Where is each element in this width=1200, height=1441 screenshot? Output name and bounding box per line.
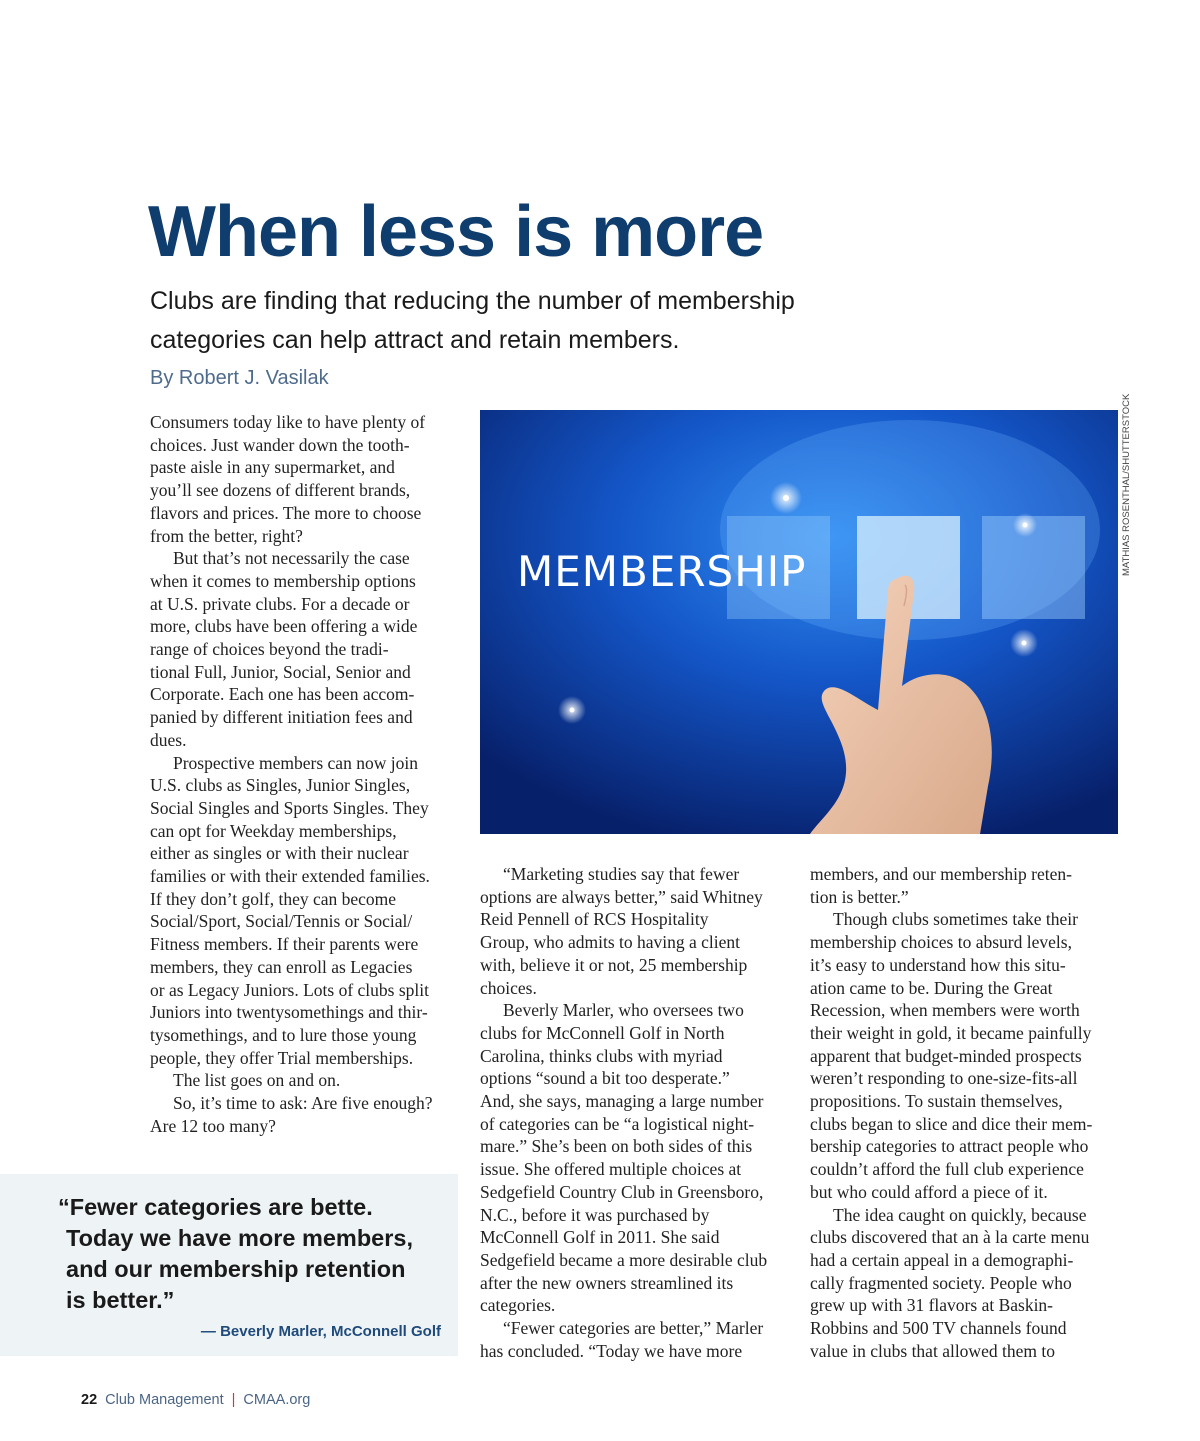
article-deck: Clubs are finding that reducing the number of membership categories can help attract and retain members.: [150, 287, 795, 354]
text-line: tion is better.”: [810, 886, 909, 907]
text-line: cally fragmented society. People who: [810, 1272, 1072, 1293]
text-line: Social Singles and Sports Singles. They: [150, 797, 429, 818]
text-line: Social/Sport, Social/Tennis or Social/: [150, 911, 413, 932]
text-line: So, it’s time to ask: Are five enough?: [173, 1093, 433, 1114]
footer-separator: |: [231, 1392, 236, 1408]
text-line: more, clubs have been offering a wide: [150, 616, 418, 637]
article-headline: When less is more: [148, 192, 764, 272]
text-line: it’s easy to understand how this situ-: [810, 954, 1066, 975]
text-line: McConnell Golf in 2011. She said: [480, 1227, 720, 1248]
text-line: Prospective members can now join: [173, 752, 418, 773]
text-line: from the better, right?: [150, 525, 303, 546]
text-line: “Marketing studies say that fewer: [503, 864, 740, 884]
paragraph: [810, 863, 1125, 908]
text-line: Carolina, thinks clubs with myriad: [480, 1045, 723, 1066]
text-line: with, believe it or not, 25 membership: [480, 954, 748, 975]
body-column-3: [810, 863, 1125, 1362]
body-column-1: [150, 411, 460, 1138]
text-line: Group, who admits to having a client: [480, 932, 741, 953]
text-line: or as Legacy Juniors. Lots of clubs split: [150, 979, 429, 1000]
text-line: members, they can enroll as Legacies: [150, 956, 413, 977]
paragraph: [150, 1069, 460, 1092]
text-line: weren’t responding to one-size-fits-all: [810, 1068, 1078, 1089]
text-line: And, she says, managing a large number: [480, 1091, 764, 1112]
pull-quote-line: is better.”: [66, 1287, 175, 1313]
text-line: can opt for Weekday memberships,: [150, 820, 397, 841]
paragraph: [480, 1317, 795, 1362]
text-line: you’ll see dozens of different brands,: [150, 480, 411, 501]
paragraph: [480, 999, 795, 1317]
text-line: options “sound a bit too desperate.”: [480, 1068, 730, 1089]
text-line: of categories can be “a logistical night-: [480, 1113, 755, 1134]
publication-name: Club Management: [105, 1392, 224, 1408]
text-line: categories.: [480, 1295, 556, 1316]
photo-credit: MATHIAS ROSENTHAL/SHUTTERSTOCK: [1121, 393, 1132, 576]
paragraph: [150, 752, 460, 1070]
text-line: either as singles or with their nuclear: [150, 843, 409, 864]
text-line: grew up with 31 flavors at Baskin-: [810, 1295, 1054, 1316]
text-line: at U.S. private clubs. For a decade or: [150, 593, 410, 614]
text-line: families or with their extended families.: [150, 866, 430, 887]
paragraph: [150, 411, 460, 547]
body-column-2: [480, 863, 795, 1362]
membership-illustration: [480, 410, 1118, 834]
paragraph: [480, 863, 795, 999]
pull-quote-line: “Fewer categories are bette.: [58, 1194, 373, 1220]
page-footer: [81, 1390, 310, 1410]
text-line: clubs began to slice and dice their mem-: [810, 1113, 1093, 1134]
text-line: Sedgefield Country Club in Greensboro,: [480, 1181, 764, 1202]
text-line: when it comes to membership options: [150, 570, 416, 591]
text-line: Juniors into twentysomethings and thir-: [150, 1002, 428, 1023]
text-line: Are 12 too many?: [150, 1115, 276, 1136]
text-line: Robbins and 500 TV channels found: [810, 1318, 1067, 1339]
text-line: has concluded. “Today we have more: [480, 1340, 743, 1361]
text-line: tional Full, Junior, Social, Senior and: [150, 661, 411, 682]
text-line: tysomethings, and to lure those young: [150, 1024, 417, 1045]
pull-quote: [0, 1174, 458, 1356]
text-line: N.C., before it was purchased by: [480, 1204, 710, 1225]
text-line: flavors and prices. The more to choose: [150, 502, 422, 523]
text-line: The idea caught on quickly, because: [833, 1204, 1087, 1225]
text-line: members, and our membership reten-: [810, 864, 1072, 884]
text-line: Consumers today like to have plenty of: [150, 412, 426, 432]
pull-quote-line: Today we have more members,: [66, 1225, 413, 1251]
paragraph: [810, 908, 1125, 1203]
text-line: apparent that budget-minded prospects: [810, 1045, 1082, 1066]
text-line: people, they offer Trial memberships.: [150, 1047, 414, 1068]
text-line: clubs for McConnell Golf in North: [480, 1022, 725, 1043]
paragraph: [150, 547, 460, 751]
paragraph: [150, 1092, 460, 1137]
text-line: after the new owners streamlined its: [480, 1272, 734, 1293]
text-line: had a certain appeal in a demographi-: [810, 1249, 1074, 1270]
pull-quote-line: and our membership retention: [66, 1256, 406, 1282]
text-line: their weight in gold, it became painfully: [810, 1022, 1092, 1043]
text-line: choices. Just wander down the tooth-: [150, 434, 410, 455]
text-line: range of choices beyond the tradi-: [150, 639, 389, 660]
paragraph: [810, 1204, 1125, 1363]
text-line: propositions. To sustain themselves,: [810, 1091, 1063, 1112]
text-line: ation came to be. During the Great: [810, 977, 1053, 998]
text-line: value in clubs that allowed them to: [810, 1340, 1055, 1361]
text-line: But that’s not necessarily the case: [173, 548, 410, 569]
text-line: U.S. clubs as Singles, Junior Singles,: [150, 775, 411, 796]
text-line: choices.: [480, 977, 537, 998]
text-line: membership choices to absurd levels,: [810, 932, 1072, 953]
text-line: dues.: [150, 729, 187, 750]
text-line: Fitness members. If their parents were: [150, 934, 419, 955]
page-number: 22: [81, 1392, 98, 1408]
text-line: bership categories to attract people who: [810, 1136, 1089, 1157]
text-line: mare.” She’s been on both sides of this: [480, 1136, 753, 1157]
text-line: clubs discovered that an à la carte menu: [810, 1227, 1090, 1248]
text-line: paste aisle in any supermarket, and: [150, 457, 395, 478]
text-line: issue. She offered multiple choices at: [480, 1159, 742, 1180]
text-line: If they don’t golf, they can become: [150, 888, 397, 909]
text-line: but who could afford a piece of it.: [810, 1181, 1048, 1202]
text-line: Recession, when members were worth: [810, 1000, 1080, 1021]
membership-word: MEMBERSHIP: [517, 547, 807, 596]
pull-quote-text: [58, 1192, 448, 1316]
pull-quote-attribution: — Beverly Marler, McConnell Golf: [200, 1323, 441, 1340]
text-line: “Fewer categories are better,” Marler: [503, 1318, 764, 1339]
article-byline: By Robert J. Vasilak: [150, 367, 329, 389]
membership-photo: [480, 410, 1118, 834]
text-line: Reid Pennell of RCS Hospitality: [480, 909, 709, 930]
text-line: options are always better,” said Whitney: [480, 886, 763, 907]
text-line: The list goes on and on.: [173, 1070, 341, 1091]
text-line: Corporate. Each one has been accom-: [150, 684, 415, 705]
text-line: Though clubs sometimes take their: [833, 909, 1078, 930]
text-line: panied by different initiation fees and: [150, 707, 413, 728]
website-link[interactable]: CMAA.org: [243, 1392, 311, 1408]
text-line: Sedgefield became a more desirable club: [480, 1249, 768, 1270]
text-line: couldn’t afford the full club experience: [810, 1159, 1084, 1180]
text-line: Beverly Marler, who oversees two: [503, 1000, 744, 1021]
